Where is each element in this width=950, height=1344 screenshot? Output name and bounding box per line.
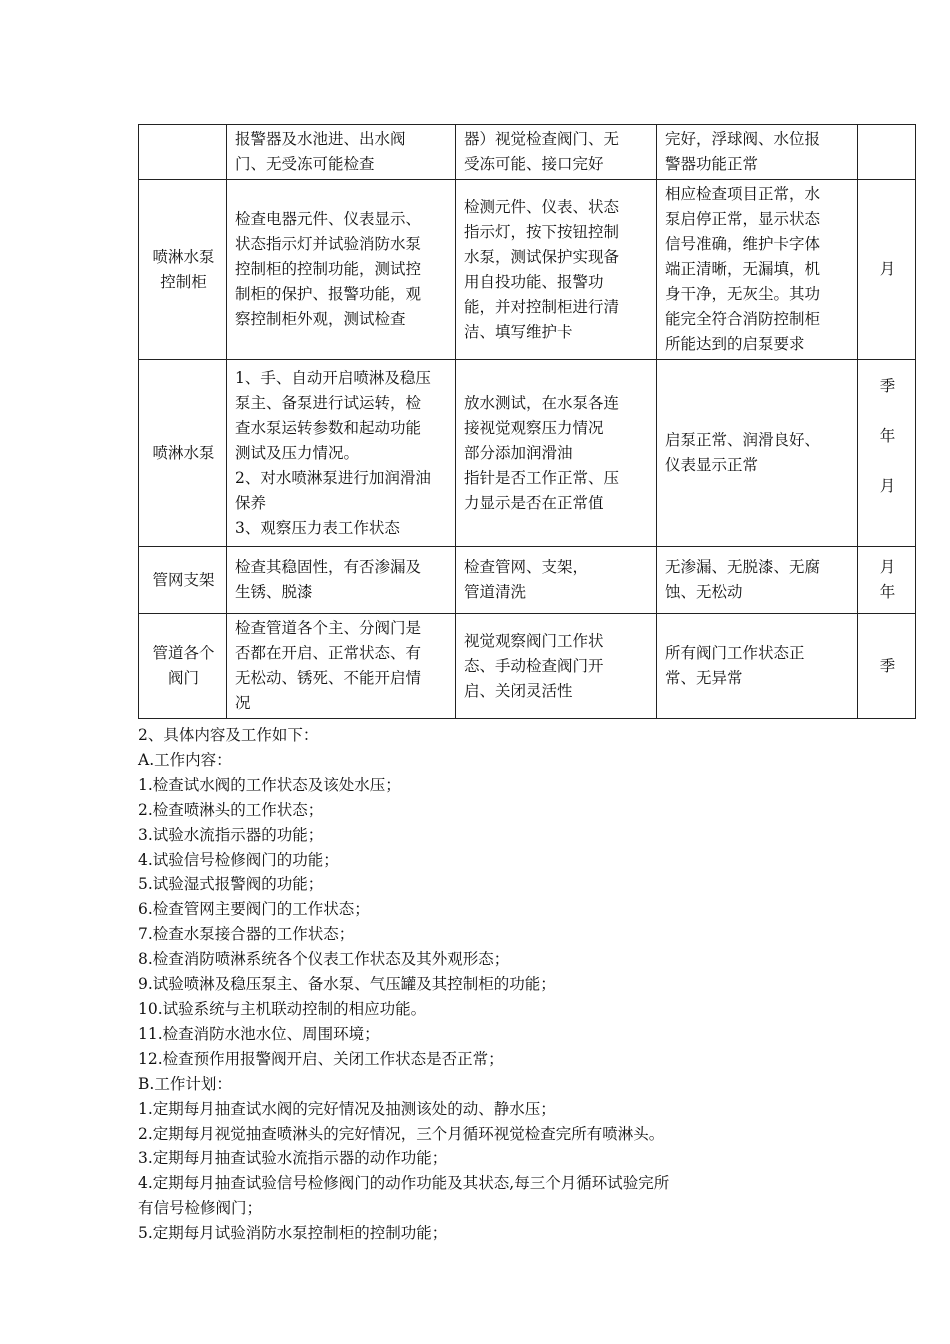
frequency-cell [858, 547, 916, 614]
cell-text-line: 能完全符合消防控制柜 [665, 310, 821, 328]
content-cell [227, 547, 456, 614]
cell-text-line: 接视觉观察压力情况 [464, 418, 604, 437]
cell-text-line: 指针是否工作正常、压 [464, 468, 620, 487]
cell-text-line: 视觉观察阀门工作状 [464, 631, 604, 650]
content-cell [227, 180, 456, 360]
body-text [138, 723, 915, 1246]
item-cell [139, 614, 227, 719]
cell-text-line: 月 [879, 260, 896, 278]
cell-text-line: 制柜的保护、报警功能，观 [235, 285, 422, 303]
cell-text-line: 喷淋水泵 [152, 443, 215, 462]
list-item: 2.定期每月视觉抽查喷淋头的完好情况，三个月循环视觉检查完所有喷淋头。 [138, 1124, 665, 1143]
list-item: 2.检查喷淋头的工作状态； [138, 800, 324, 819]
cell-text-line: 所有阀门工作状态正 [665, 644, 805, 662]
cell-text-line: 控制柜 [160, 272, 207, 291]
frequency-cell [858, 360, 916, 547]
cell-text-line: 洁、填写维护卡 [464, 322, 573, 341]
content-cell [227, 614, 456, 719]
cell-text-line: 仪表显示正常 [665, 456, 759, 474]
content-cell [227, 360, 456, 547]
content-cell [227, 125, 456, 180]
cell-text-line: 检查电器元件、仪表显示、 [235, 210, 422, 228]
cell-text-line: 无松动、锈死、不能开启情 [235, 669, 422, 687]
cell-text-line: 阀门 [167, 669, 199, 687]
cell-text-line: 信号准确，维护卡字体 [665, 235, 821, 253]
cell-text-line: 年 [879, 583, 896, 601]
cell-text-line: 警器功能正常 [665, 155, 759, 173]
method-cell [456, 360, 657, 547]
cell-text-line: 控制柜的控制功能，测试控 [235, 260, 422, 278]
frequency-cell [858, 614, 916, 719]
cell-text-line: 能，并对控制柜进行清 [464, 297, 620, 316]
document-page [138, 124, 915, 1246]
cell-text-line: 年 [879, 427, 896, 445]
cell-text-line: 管道清洗 [464, 583, 527, 601]
cell-text-line: 季 [879, 377, 896, 395]
cell-text-line: 管道各个 [152, 644, 215, 662]
cell-text-line: 季 [879, 656, 896, 675]
list-item: 5.定期每月试验消防水泵控制柜的控制功能； [138, 1224, 448, 1243]
list-item: 10.试验系统与主机联动控制的相应功能。 [138, 999, 427, 1018]
cell-text-line: 启、关闭灵活性 [464, 681, 573, 700]
cell-text-line: 月 [879, 477, 896, 495]
section-b-list [138, 1097, 915, 1246]
list-item: 7.检查水泵接合器的工作状态； [138, 925, 355, 944]
standard-cell [657, 360, 858, 547]
cell-text-line: 3、观察压力表工作状态 [235, 518, 400, 537]
standard-cell [657, 614, 858, 719]
cell-text-line: 放水测试，在水泵各连 [464, 393, 620, 412]
frequency-cell [858, 125, 916, 180]
list-item: 4.定期每月抽查试验信号检修阀门的动作功能及其状态,每三个月循环试验完所 [138, 1174, 670, 1193]
list-item: 11.检查消防水池水位、周围环境； [138, 1024, 380, 1043]
cell-text-line: 检查管网、支架， [464, 558, 589, 576]
item-cell [139, 180, 227, 360]
cell-text-line: 况 [235, 694, 251, 712]
cell-text-line: 所能达到的启泵要求 [665, 335, 805, 353]
standard-cell [657, 125, 858, 180]
table-row [139, 547, 916, 614]
cell-text-line: 端正清晰，无漏填，机 [665, 260, 821, 278]
method-cell [456, 547, 657, 614]
list-item: 6.检查管网主要阀门的工作状态； [138, 900, 370, 919]
list-item: 4.试验信号检修阀门的功能； [138, 850, 339, 869]
cell-text-line: 月 [879, 558, 896, 576]
list-item: 3.定期每月抽查试验水流指示器的动作功能； [138, 1149, 448, 1168]
cell-text-line: 2、对水喷淋泵进行加润滑油 [235, 468, 431, 487]
list-item: 3.试验水流指示器的功能； [138, 825, 324, 844]
item-cell [139, 125, 227, 180]
cell-text-line: 完好，浮球阀、水位报 [665, 130, 821, 148]
section-b-title: B.工作计划： [138, 1074, 232, 1093]
method-cell [456, 125, 657, 180]
list-item: 1.定期每月抽查试水阀的完好情况及抽测该处的动、静水压； [138, 1099, 556, 1118]
standard-cell [657, 547, 858, 614]
cell-text-line: 状态指示灯并试验消防水泵 [235, 235, 422, 253]
method-cell [456, 614, 657, 719]
inspection-table [138, 124, 916, 719]
cell-text-line: 报警器及水池进、出水阀 [235, 130, 406, 148]
table-row [139, 180, 916, 360]
cell-text-line: 查水泵运转参数和起动功能 [235, 418, 422, 437]
standard-cell [657, 180, 858, 360]
cell-text-line: 常、无异常 [665, 669, 743, 687]
cell-text-line: 管网支架 [152, 570, 215, 589]
cell-text-line: 检查其稳固性，有否渗漏及 [235, 558, 422, 576]
cell-text-line: 门、无受冻可能检查 [235, 155, 375, 173]
method-cell [456, 180, 657, 360]
list-item: 5.试验湿式报警阀的功能； [138, 875, 324, 894]
cell-text-line: 指示灯，按下按钮控制 [464, 222, 620, 241]
cell-text-line: 启泵正常、润滑良好、 [665, 431, 821, 449]
cell-text-line: 部分添加润滑油 [464, 443, 573, 462]
list-item: 8.检查消防喷淋系统各个仪表工作状态及其外观形态； [138, 950, 510, 969]
cell-text-line: 器）视觉检查阀门、无 [464, 130, 620, 148]
cell-text-line: 保养 [235, 493, 267, 512]
cell-text-line: 生锈、脱漆 [235, 583, 313, 601]
cell-text-line: 1、手、自动开启喷淋及稳压 [235, 368, 431, 387]
cell-text-line: 力显示是否在正常值 [464, 493, 604, 512]
cell-text-line: 泵启停正常，显示状态 [665, 210, 821, 228]
list-item: 12.检查预作用报警阀开启、关闭工作状态是否正常； [138, 1049, 504, 1068]
cell-text-line: 无渗漏、无脱漆、无腐 [665, 558, 821, 576]
item-cell [139, 547, 227, 614]
cell-text-line: 检测元件、仪表、状态 [464, 197, 620, 216]
cell-text-line: 受冻可能、接口完好 [464, 155, 604, 173]
table-row [139, 360, 916, 547]
cell-text-line: 喷淋水泵 [152, 247, 215, 266]
cell-text-line: 察控制柜外观，测试检查 [235, 310, 406, 328]
cell-text-line: 蚀、无松动 [665, 583, 743, 601]
list-item: 有信号检修阀门； [138, 1199, 263, 1218]
cell-text-line: 身干净，无灰尘。其功 [665, 285, 821, 303]
item-cell [139, 360, 227, 547]
cell-text-line: 否都在开启、正常状态、有 [235, 644, 422, 662]
table-row [139, 614, 916, 719]
section-a-title: A.工作内容： [138, 750, 232, 769]
list-item: 1.检查试水阀的工作状态及该处水压； [138, 775, 401, 794]
frequency-cell [858, 180, 916, 360]
table-row [139, 125, 916, 180]
section-a-list [138, 773, 915, 1072]
cell-text-line: 水泵，测试保护实现备 [464, 247, 620, 266]
cell-text-line: 相应检查项目正常，水 [665, 185, 821, 203]
cell-text-line: 态、手动检查阀门开 [464, 656, 604, 675]
list-item: 9.试验喷淋及稳压泵主、备水泵、气压罐及其控制柜的功能； [138, 975, 556, 994]
section-heading: 2、具体内容及工作如下： [138, 726, 319, 744]
cell-text-line: 用自投功能、报警功 [464, 272, 604, 291]
cell-text-line: 测试及压力情况。 [235, 443, 360, 462]
cell-text-line: 检查管道各个主、分阀门是 [235, 619, 422, 637]
cell-text-line: 泵主、备泵进行试运转，检 [235, 393, 422, 412]
